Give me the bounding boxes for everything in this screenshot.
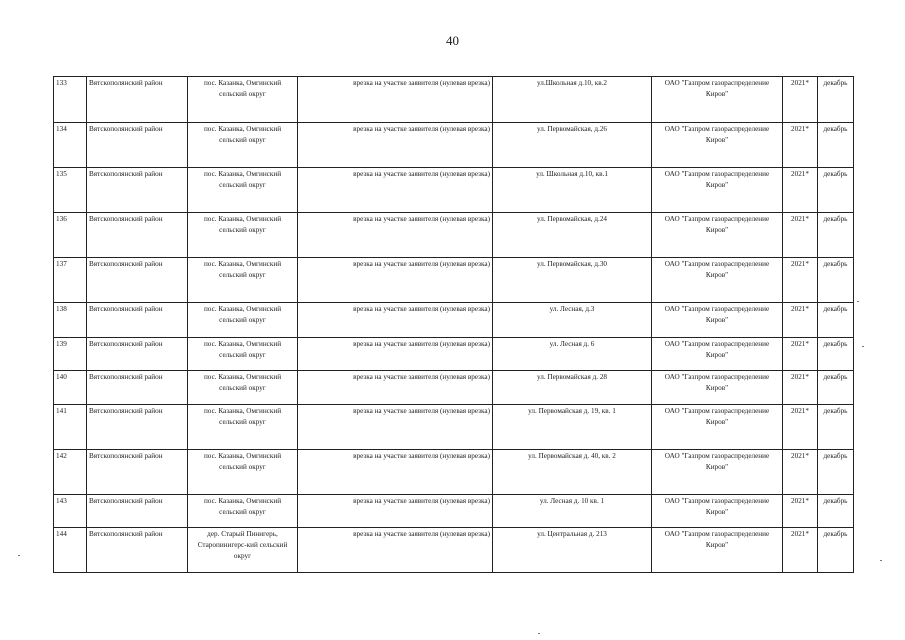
address-cell: ул. Школьная д.10, кв.1	[493, 168, 652, 213]
month-cell: декабрь	[818, 405, 854, 450]
work-type-cell: врезка на участке заявителя (нулевая врезка)	[298, 213, 493, 258]
organization-cell: ОАО "Газпром газораспределение Киров"	[652, 303, 783, 338]
row-number: 142	[54, 450, 87, 495]
organization-cell: ОАО "Газпром газораспределение Киров"	[652, 338, 783, 371]
work-type-cell: врезка на участке заявителя (нулевая врезка)	[298, 123, 493, 168]
address-cell: ул. Первомайская д. 40, кв. 2	[493, 450, 652, 495]
year-cell: 2021*	[783, 123, 818, 168]
scan-speck	[862, 346, 864, 347]
table-row	[54, 168, 854, 213]
table-row	[54, 123, 854, 168]
address-cell: ул. Лесная, д.3	[493, 303, 652, 338]
month-cell: декабрь	[818, 495, 854, 528]
work-type-cell: врезка на участке заявителя (нулевая врезка)	[298, 450, 493, 495]
table-row	[54, 303, 854, 338]
month-cell: декабрь	[818, 123, 854, 168]
year-cell: 2021*	[783, 213, 818, 258]
settlement-cell: пос. Казанка, Омгинский сельский округ	[188, 258, 298, 303]
row-number: 139	[54, 338, 87, 371]
table-row	[54, 338, 854, 371]
row-number: 141	[54, 405, 87, 450]
settlement-cell: пос. Казанка, Омгинский сельский округ	[188, 495, 298, 528]
month-cell: декабрь	[818, 77, 854, 123]
year-cell: 2021*	[783, 303, 818, 338]
address-cell: ул.Школьная д.10, кв.2	[493, 77, 652, 123]
year-cell: 2021*	[783, 338, 818, 371]
month-cell: декабрь	[818, 450, 854, 495]
district-cell: Вятскополянский район	[87, 123, 188, 168]
settlement-cell: пос. Казанка, Омгинский сельский округ	[188, 168, 298, 213]
row-number: 135	[54, 168, 87, 213]
organization-cell: ОАО "Газпром газораспределение Киров"	[652, 77, 783, 123]
row-number: 143	[54, 495, 87, 528]
work-type-cell: врезка на участке заявителя (нулевая врезка)	[298, 495, 493, 528]
organization-cell: ОАО "Газпром газораспределение Киров"	[652, 450, 783, 495]
year-cell: 2021*	[783, 528, 818, 573]
address-cell: ул. Первомайская д. 19, кв. 1	[493, 405, 652, 450]
gasification-table	[53, 76, 854, 573]
district-cell: Вятскополянский район	[87, 450, 188, 495]
table-row	[54, 371, 854, 405]
work-type-cell: врезка на участке заявителя (нулевая врезка)	[298, 371, 493, 405]
settlement-cell: пос. Казанка, Омгинский сельский округ	[188, 213, 298, 258]
address-cell: ул. Первомайская д. 28	[493, 371, 652, 405]
year-cell: 2021*	[783, 450, 818, 495]
address-cell: ул. Лесная д. 10 кв. 1	[493, 495, 652, 528]
work-type-cell: врезка на участке заявителя (нулевая врезка)	[298, 528, 493, 573]
month-cell: декабрь	[818, 258, 854, 303]
settlement-cell: дер. Старый Пинигерь, Старопинигерс-кий сельский округ	[188, 528, 298, 573]
row-number: 140	[54, 371, 87, 405]
district-cell: Вятскополянский район	[87, 168, 188, 213]
month-cell: декабрь	[818, 168, 854, 213]
row-number: 138	[54, 303, 87, 338]
year-cell: 2021*	[783, 371, 818, 405]
table-row	[54, 405, 854, 450]
month-cell: декабрь	[818, 371, 854, 405]
organization-cell: ОАО "Газпром газораспределение Киров"	[652, 528, 783, 573]
address-cell: ул. Первомайская, д.24	[493, 213, 652, 258]
address-cell: ул. Центральная д. 213	[493, 528, 652, 573]
district-cell: Вятскополянский район	[87, 338, 188, 371]
organization-cell: ОАО "Газпром газораспределение Киров"	[652, 123, 783, 168]
settlement-cell: пос. Казанка, Омгинский сельский округ	[188, 450, 298, 495]
district-cell: Вятскополянский район	[87, 405, 188, 450]
organization-cell: ОАО "Газпром газораспределение Киров"	[652, 405, 783, 450]
row-number: 136	[54, 213, 87, 258]
table-row	[54, 258, 854, 303]
address-cell: ул. Лесная д. 6	[493, 338, 652, 371]
year-cell: 2021*	[783, 77, 818, 123]
month-cell: декабрь	[818, 528, 854, 573]
district-cell: Вятскополянский район	[87, 213, 188, 258]
district-cell: Вятскополянский район	[87, 258, 188, 303]
month-cell: декабрь	[818, 303, 854, 338]
scan-speck	[857, 301, 859, 302]
organization-cell: ОАО "Газпром газораспределение Киров"	[652, 258, 783, 303]
settlement-cell: пос. Казанка, Омгинский сельский округ	[188, 371, 298, 405]
organization-cell: ОАО "Газпром газораспределение Киров"	[652, 495, 783, 528]
scan-speck	[880, 560, 882, 561]
work-type-cell: врезка на участке заявителя (нулевая врезка)	[298, 258, 493, 303]
organization-cell: ОАО "Газпром газораспределение Киров"	[652, 371, 783, 405]
organization-cell: ОАО "Газпром газораспределение Киров"	[652, 168, 783, 213]
year-cell: 2021*	[783, 168, 818, 213]
year-cell: 2021*	[783, 258, 818, 303]
settlement-cell: пос. Казанка, Омгинский сельский округ	[188, 123, 298, 168]
month-cell: декабрь	[818, 338, 854, 371]
work-type-cell: врезка на участке заявителя (нулевая врезка)	[298, 168, 493, 213]
settlement-cell: пос. Казанка, Омгинский сельский округ	[188, 405, 298, 450]
organization-cell: ОАО "Газпром газораспределение Киров"	[652, 213, 783, 258]
work-type-cell: врезка на участке заявителя (нулевая врезка)	[298, 338, 493, 371]
address-cell: ул. Первомайская, д.26	[493, 123, 652, 168]
scan-speck	[538, 633, 540, 634]
settlement-cell: пос. Казанка, Омгинский сельский округ	[188, 303, 298, 338]
work-type-cell: врезка на участке заявителя (нулевая врезка)	[298, 77, 493, 123]
district-cell: Вятскополянский район	[87, 77, 188, 123]
address-cell: ул. Первомайская, д.30	[493, 258, 652, 303]
page-number: 40	[446, 33, 459, 48]
district-cell: Вятскополянский район	[87, 495, 188, 528]
work-type-cell: врезка на участке заявителя (нулевая врезка)	[298, 303, 493, 338]
table-row	[54, 77, 854, 123]
row-number: 133	[54, 77, 87, 123]
table-row	[54, 450, 854, 495]
settlement-cell: пос. Казанка, Омгинский сельский округ	[188, 77, 298, 123]
district-cell: Вятскополянский район	[87, 528, 188, 573]
table-row	[54, 528, 854, 573]
year-cell: 2021*	[783, 495, 818, 528]
district-cell: Вятскополянский район	[87, 303, 188, 338]
row-number: 144	[54, 528, 87, 573]
row-number: 137	[54, 258, 87, 303]
work-type-cell: врезка на участке заявителя (нулевая врезка)	[298, 405, 493, 450]
table-row	[54, 495, 854, 528]
district-cell: Вятскополянский район	[87, 371, 188, 405]
settlement-cell: пос. Казанка, Омгинский сельский округ	[188, 338, 298, 371]
row-number: 134	[54, 123, 87, 168]
month-cell: декабрь	[818, 213, 854, 258]
scan-speck	[18, 555, 20, 556]
table-body	[54, 77, 854, 573]
year-cell: 2021*	[783, 405, 818, 450]
table-row	[54, 213, 854, 258]
